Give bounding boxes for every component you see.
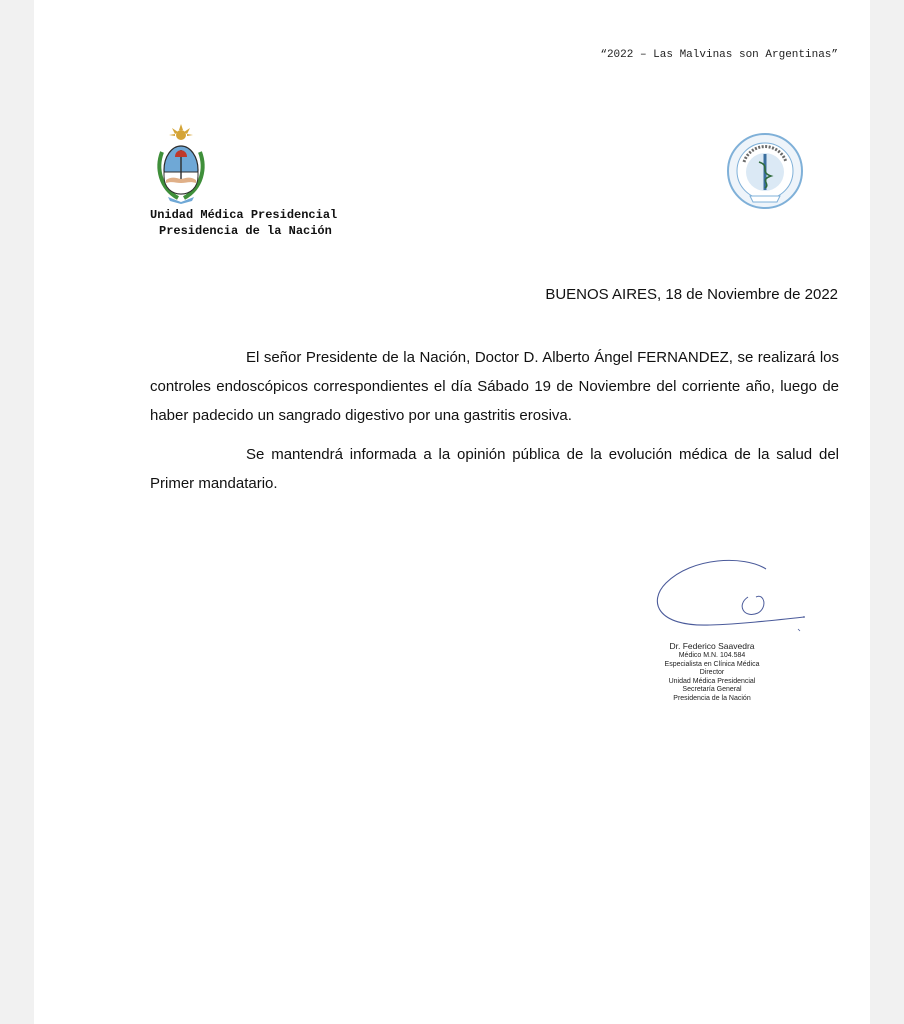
- date-line: BUENOS AIRES, 18 de Noviembre de 2022: [545, 286, 838, 303]
- department-name: Unidad Médica Presidencial: [150, 208, 338, 222]
- signatory-institution: Presidencia de la Nación: [673, 694, 751, 702]
- signature-mark: [648, 553, 808, 637]
- signatory-role: Director: [699, 669, 725, 677]
- document-page: [34, 0, 870, 1024]
- paragraph-2: Se mantendrá informada a la opinión pública de la evolución médica de la salud del Primer mandatario.: [150, 446, 839, 492]
- signatory-office: Secretaría General: [682, 686, 742, 694]
- paragraph-1: El señor Presidente de la Nación, Doctor D. Alberto Ángel FERNANDEZ, se realizará los controles endoscópicos correspondientes el día Sábado 19 de Noviembre del corriente año, luego de haber padecido un sangrado digestivo por una gastritis erosiva.: [150, 349, 839, 424]
- signatory-name: Dr. Federico Saavedra: [669, 641, 755, 651]
- signatory-unit: Unidad Médica Presidencial: [668, 677, 756, 685]
- motto-text: “2022 – Las Malvinas son Argentinas”: [600, 49, 838, 61]
- signatory-specialty: Especialista en Clínica Médica: [664, 660, 760, 668]
- institution-name: Presidencia de la Nación: [159, 224, 332, 238]
- department-header: [150, 207, 337, 239]
- signatory-license: Médico M.N. 104.584: [678, 652, 746, 659]
- document-body: [150, 343, 839, 508]
- coat-of-arms-icon: [154, 124, 208, 204]
- medical-seal-icon: [726, 132, 804, 210]
- signatory-block: [642, 641, 782, 704]
